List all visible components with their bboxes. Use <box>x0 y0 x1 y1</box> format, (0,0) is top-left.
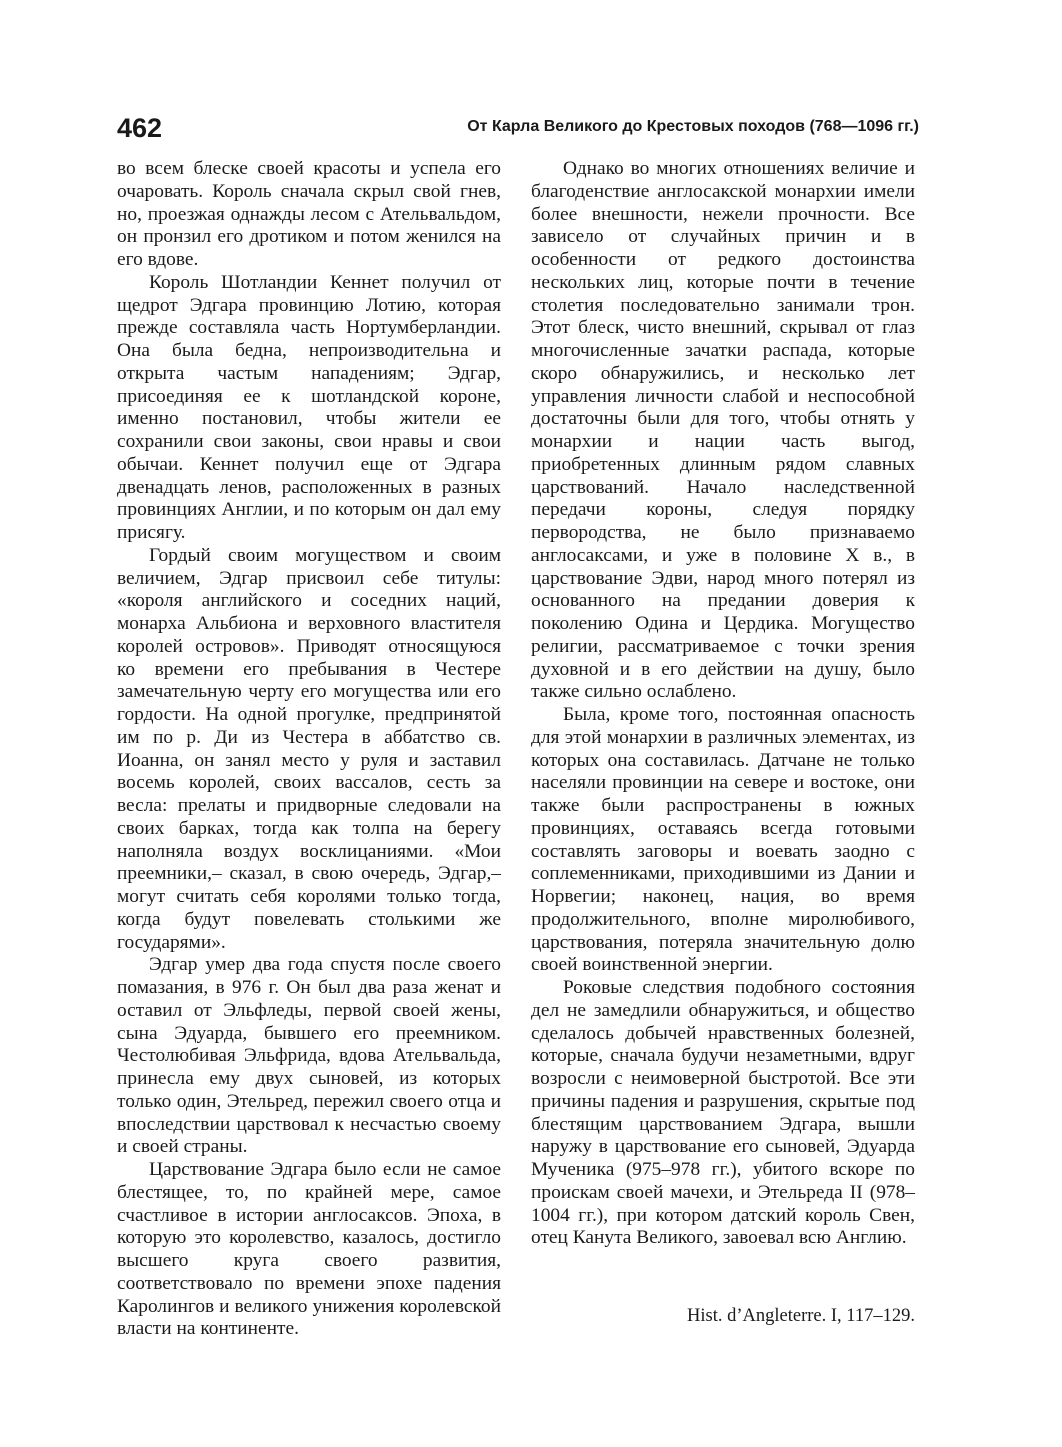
paragraph: Царствование Эдгара было если не самое блестящее, то, по крайней мере, самое счастливое в истории англосаксов. Эпоха, в которую это королевство, казалось, достигло высшего круга своего развития, соответствовало по времени эпохе падения Каролингов и великого унижения королевской власти на континенте. <box>117 1159 501 1340</box>
page-number: 462 <box>117 113 163 143</box>
right-column <box>531 158 915 1250</box>
paragraph: во всем блеске своей красоты и успела его очаровать. Король сначала скрыл свой гнев, но, проезжая однажды лесом с Ательвальдом, он пронзил его дротиком и потом женился на его вдове. <box>117 158 501 270</box>
left-column <box>117 158 501 1341</box>
paragraph: Однако во многих отношениях величие и благоденствие англосакской монархии имели более внешности, нежели прочности. Все зависело от случайных причин и в особенности от редкого достоинства нескольких лиц, которые почти в течение столетия последовательно занимали трон. Этот блеск, чисто внешний, скрывал от глаз многочисленные зачатки распада, которые скоро обнаружились, и несколько лет управления личности слабой и неспособной достаточны были для того, чтобы отнять у монархии и нации часть выгод, приобретенных длинным рядом славных царствований. Начало наследственной передачи короны, следуя порядку первородства, не было признаваемо англосаксами, и уже в половине X в., в царствование Эдви, народ много потерял из основанного на предании доверия к поколению Одина и Цердика. Могущество религии, рассматриваемое с точки зрения духовной и в его действии на душу, было также сильно ослаблено. <box>531 158 915 703</box>
paragraph: Король Шотландии Кеннет получил от щедрот Эдгара провинцию Лотию, которая прежде составляла часть Нортумберландии. Она была бедна, непроизводительна и открыта частым нападениям; Эдгар, присоединяя ее к шотландской короне, именно постановил, чтобы жители ее сохранили свои законы, свои нравы и свои обычаи. Кеннет получил еще от Эдгара двенадцать ленов, расположенных в разных провинциях Англии, и по которым он дал ему присягу. <box>117 271 501 543</box>
source-citation: Hist. d’Angleterre. I, 117–129. <box>687 1306 915 1326</box>
paragraph: Роковые следствия подобного состояния дел не замедлили обнаружиться, и общество сделалось добычей нравственных болезней, которые, сначала будучи незаметными, вдруг возросли с неимоверной быстротой. Все эти причины падения и разрушения, скрытые под блестящим царствованием Эдгара, вышли наружу в царствование его сыновей, Эдуарда Мученика (975–978 гг.), убитого вскоре по проискам своей мачехи, и Этельреда II (978–1004 гг.), при котором датский король Свен, отец Канута Великого, завоевал всю Англию. <box>531 977 915 1249</box>
paragraph: Эдгар умер два года спустя после своего помазания, в 976 г. Он был два раза женат и оставил от Эльфледы, первой своей жены, сына Эдуарда, бывшего его преемником. Честолюбивая Эльфрида, вдова Ательвальда, принесла ему двух сыновей, из которых только один, Этельред, пережил своего отца и впоследствии царствовал к несчастью своему и своей страны. <box>117 954 501 1158</box>
paragraph: Была, кроме того, постоянная опасность для этой монархии в различных элементах, из которых она составилась. Датчане не только населяли провинции на севере и востоке, они также были распространены в южных провинциях, оставаясь всегда готовыми составлять заговоры и воевать заодно с соплеменниками, приходившими из Дании и Норвегии; наконец, нация, во время продолжительного, вполне миролюбивого, царствования, потеряла значительную долю своей воинственной энергии. <box>531 704 915 976</box>
running-title: От Карла Великого до Крестовых походов (768—1096 гг.) <box>467 118 919 135</box>
paragraph: Гордый своим могуществом и своим величием, Эдгар присвоил себе титулы: «короля английского и соседних наций, монарха Альбиона и верховного властителя королей островов». Приводят относящуюся ко времени его пребывания в Честере замечательную черту его могущества или его гордости. На одной прогулке, предпринятой им по р. Ди из Честера в аббатство св. Иоанна, он занял место у руля и заставил восемь королей, своих вассалов, сесть за весла: прелаты и придворные следовали на своих барках, тогда как толпа на берегу наполняла воздух восклицаниями. «Мои преемники,– сказал, в свою очередь, Эдгар,– могут считать себя королями только тогда, когда будут повелевать столькими же государями». <box>117 544 501 953</box>
